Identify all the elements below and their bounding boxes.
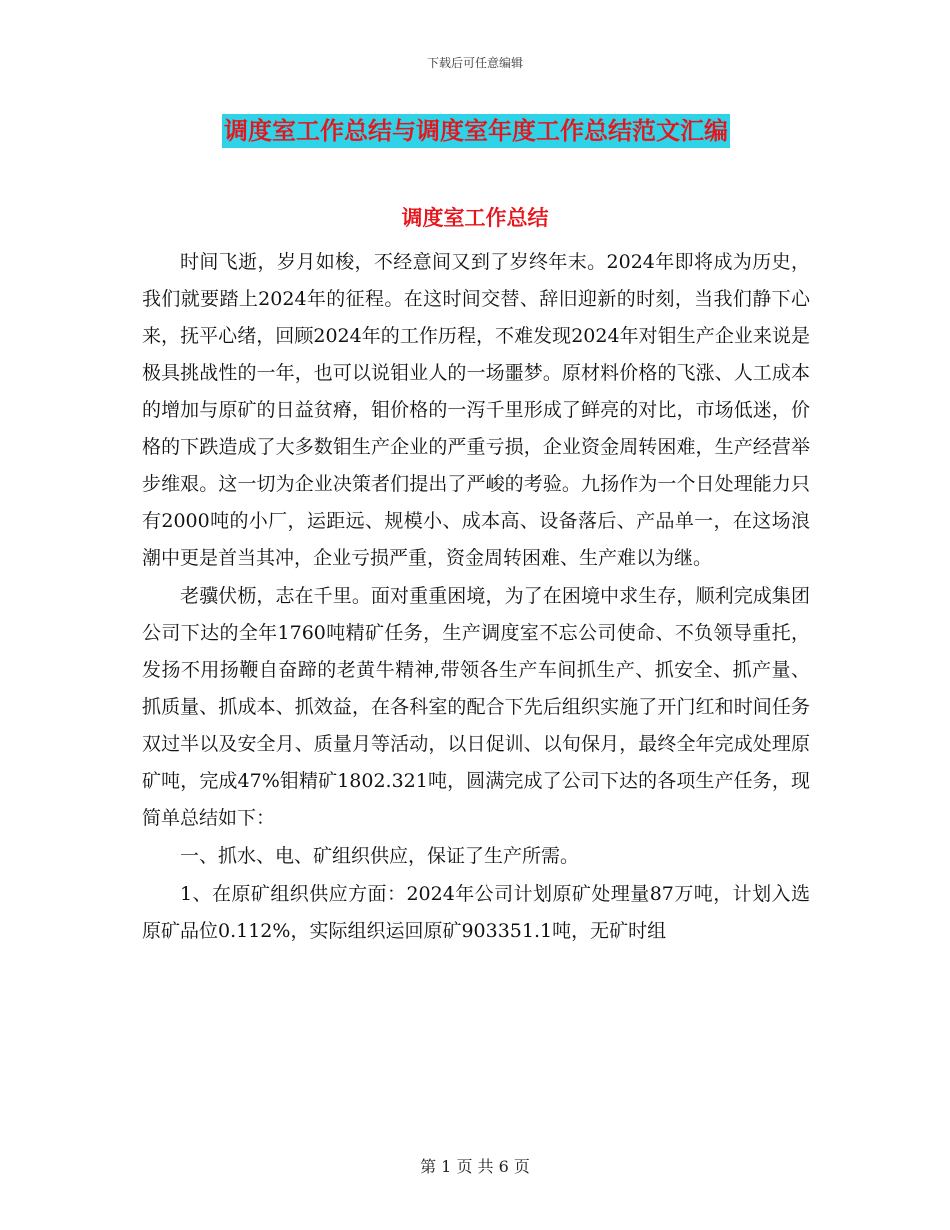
paragraph-achievements: 老骥伏枥，志在千里。面对重重困境，为了在困境中求生存，顺利完成集团公司下达的全年1760吨精矿任务，生产调度室不忘公司使命、不负领导重托，发扬不用扬鞭自奋蹄的老黄牛精神,带领各生产车间抓生产、抓安全、抓产量、抓质量、抓成本、抓效益，在各科室的配合下先后组织实施了开门红和时间任务双过半以及安全月、质量月等活动，以日促训、以旬保月，最终全年完成处理原矿吨，完成47%钼精矿1802.321吨，圆满完成了公司下达的各项生产任务，现简单总结如下： bbox=[142, 585, 810, 829]
page-header-note: 下载后可任意编辑 bbox=[426, 56, 523, 70]
paragraph-ore-supply: 1、在原矿组织供应方面：2024年公司计划原矿处理量87万吨，计划入选原矿品位0.112%，实际组织运回原矿903351.1吨，无矿时组 bbox=[142, 883, 810, 942]
document-title: 调度室工作总结与调度室年度工作总结范文汇编 bbox=[222, 114, 730, 148]
paragraph-intro: 时间飞逝，岁月如梭，不经意间又到了岁终年末。2024年即将成为历史，我们就要踏上2024年的征程。在这时间交替、辞旧迎新的时刻，当我们静下心来，抚平心绪，回顾2024年的工作历程，不难发现2024年对钼生产企业来说是极具挑战性的一年，也可以说钼业人的一场噩梦。原材料价格的飞涨、人工成本的增加与原矿的日益贫瘠，钼价格的一泻千里形成了鲜亮的对比，市场低迷，价格的下跌造成了大多数钼生产企业的严重亏损，企业资金周转困难，生产经营举步维艰。这一切为企业决策者们提出了严峻的考验。九扬作为一个日处理能力只有2000吨的小厂，运距远、规模小、成本高、设备落后、产品单一，在这场浪潮中更是首当其冲，企业亏损严重，资金周转困难、生产难以为继。 bbox=[142, 251, 810, 569]
document-body bbox=[142, 244, 810, 951]
section-title: 调度室工作总结 bbox=[401, 206, 549, 230]
paragraph-heading-one: 一、抓水、电、矿组织供应，保证了生产所需。 bbox=[180, 845, 580, 867]
page-footer-number: 第 1 页 共 6 页 bbox=[420, 1157, 530, 1176]
